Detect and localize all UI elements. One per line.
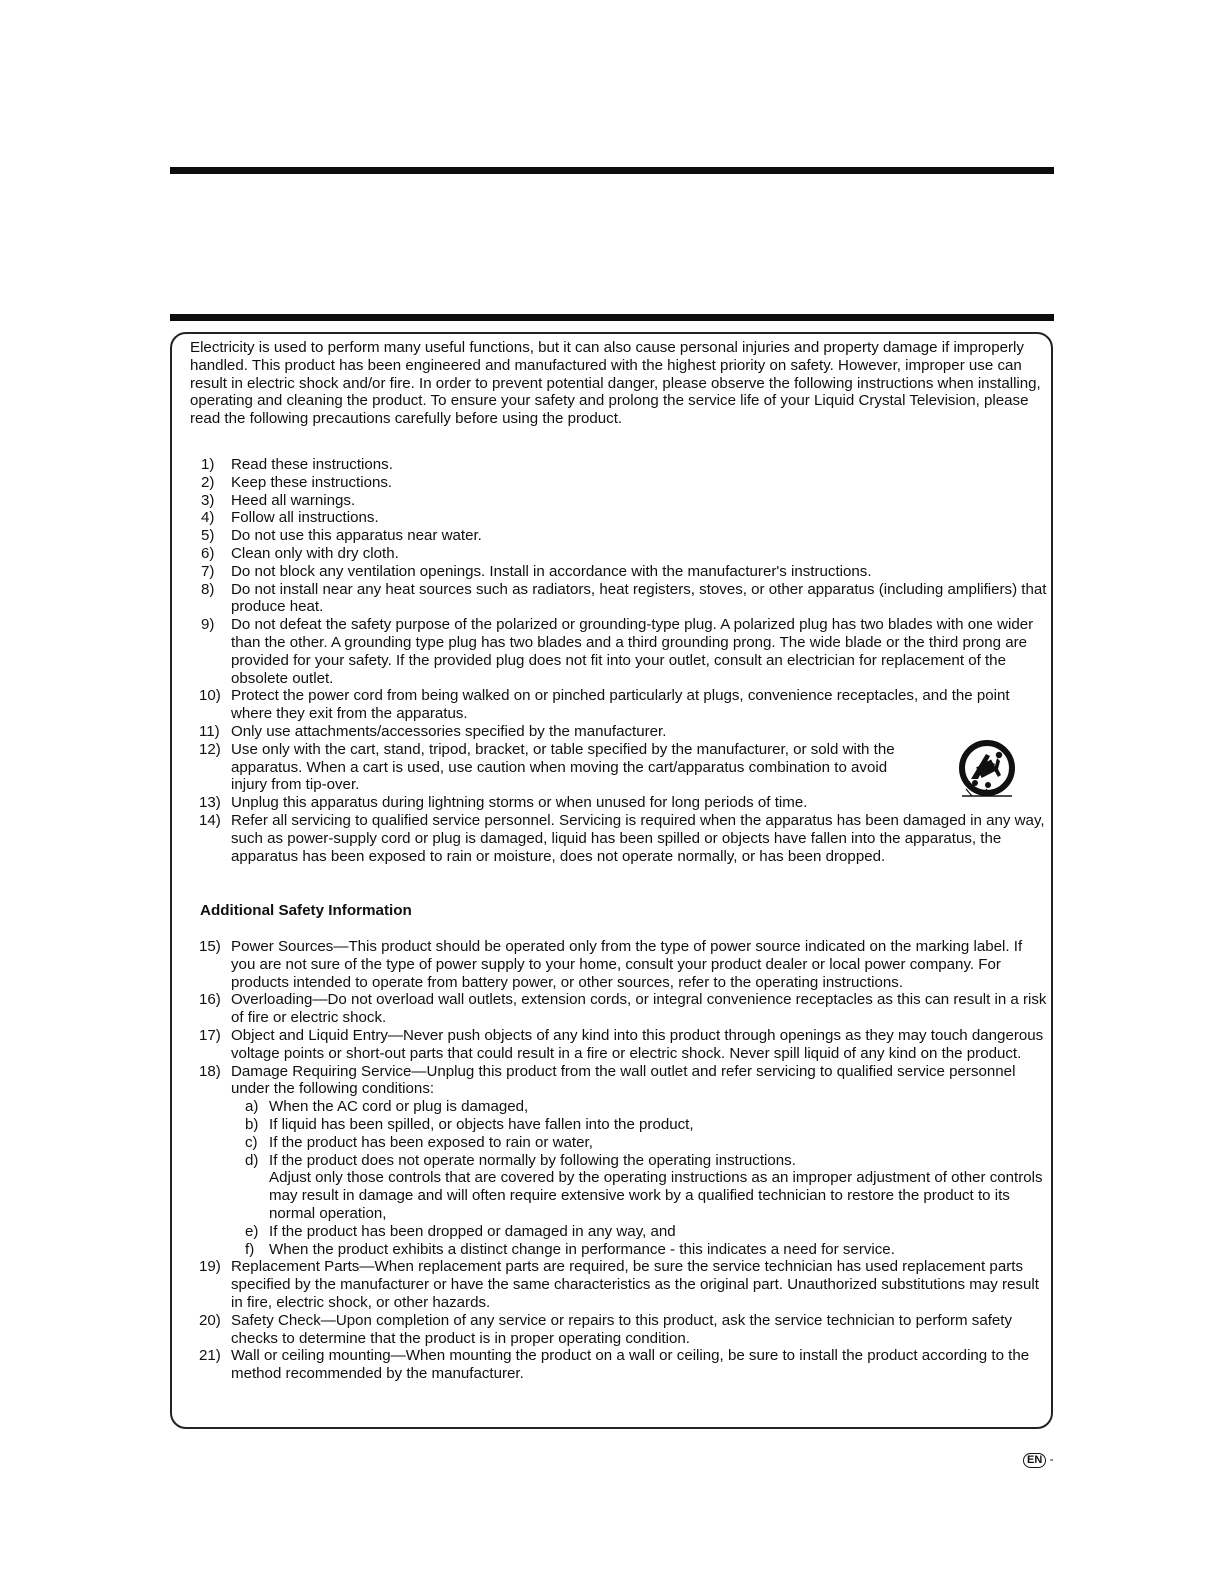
item-number: 11) — [199, 722, 220, 740]
item-number: 16) — [199, 991, 221, 1009]
item-number: 14) — [199, 811, 221, 829]
item-number: 12) — [199, 740, 221, 758]
list-item — [190, 723, 1050, 741]
condition-item — [231, 1116, 1050, 1134]
list-item — [190, 741, 1050, 794]
list-item — [190, 527, 1050, 545]
item-text: Safety Check—Upon completion of any service or repairs to this product, ask the service technician to perform safety checks to determine that the product is in proper operating condition. — [231, 1311, 1013, 1347]
condition-note: Adjust only those controls that are covered by the operating instructions as an improper adjustment of other controls may result in damage and will often require extensive work by a qualified technician to restore the product to its normal operation, — [269, 1169, 1043, 1222]
item-number: 1) — [201, 456, 215, 473]
page-number-separator: - — [1049, 1452, 1054, 1466]
item-text: Use only with the cart, stand, tripod, bracket, or table specified by the manufacturer, or sold with the apparatus. When a cart is used, use caution when moving the cart/apparatus combination to avoid injury from tip-over. — [231, 740, 895, 794]
list-item — [190, 563, 1050, 581]
list-item — [190, 991, 1050, 1027]
condition-letter: b) — [245, 1115, 259, 1133]
additional-safety-list — [190, 938, 1050, 1383]
cart-tip-over-warning-icon — [958, 739, 1016, 799]
condition-text: If the product has been exposed to rain or water, — [269, 1133, 593, 1151]
item-number: 20) — [199, 1311, 221, 1329]
additional-safety-heading: Additional Safety Information — [200, 902, 412, 919]
condition-letter: f) — [245, 1240, 255, 1258]
item-number: 18) — [199, 1062, 221, 1080]
list-item — [190, 1063, 1050, 1259]
page-footer — [1023, 1452, 1054, 1468]
condition-letter: a) — [245, 1098, 259, 1116]
item-number: 21) — [199, 1347, 221, 1365]
item-text: Do not use this apparatus near water. — [231, 527, 482, 545]
item-text: Protect the power cord from being walked on or pinched particularly at plugs, convenience receptacles, and the point where they exit from the apparatus. — [231, 687, 1010, 723]
item-number: 15) — [199, 938, 221, 955]
condition-letter: e) — [245, 1222, 259, 1240]
intro-paragraph: Electricity is used to perform many useful functions, but it can also cause personal injuries and property damage if improperly handled. This product has been engineered and manufactured with the highest priority on safety. However, improper use can result in electric shock and/or fire. In order to prevent potential danger, please observe the following instructions when installing, operating and cleaning the product. To ensure your safety and prolong the service life of your Liquid Crystal Television, please read the following precautions carefully before using the product. — [190, 339, 1041, 428]
condition-item — [231, 1098, 1050, 1116]
item-text: Clean only with dry cloth. — [231, 544, 399, 562]
list-item — [190, 456, 1050, 474]
list-item — [190, 1347, 1050, 1383]
item-text: Read these instructions. — [231, 456, 393, 473]
item-text: Damage Requiring Service—Unplug this product from the wall outlet and refer servicing to qualified service personnel under the following conditions: — [231, 1062, 1016, 1098]
list-item — [190, 545, 1050, 563]
top-rule — [170, 167, 1054, 174]
item-text: Object and Liquid Entry—Never push objects of any kind into this product through openings as they may touch dangerous voltage points or short-out parts that could result in a fire or electric shock. Never spill liquid of any kind on the product. — [231, 1026, 1044, 1062]
item-text: Power Sources—This product should be operated only from the type of power source indicated on the marking label. If you are not sure of the type of power supply to your home, consult your product dealer or local power company. For products intended to operate from battery power, or other sources, refer to the operating instructions. — [231, 938, 1023, 991]
item-text: Do not install near any heat sources such as radiators, heat registers, stoves, or other apparatus (including amplifiers) that produce heat. — [231, 580, 1047, 616]
item-number: 19) — [199, 1258, 221, 1276]
item-text: Keep these instructions. — [231, 473, 393, 491]
section-rule — [170, 314, 1054, 321]
instruction-list — [190, 456, 1050, 865]
condition-item — [231, 1241, 1050, 1259]
condition-item — [231, 1134, 1050, 1152]
item-number: 10) — [199, 687, 221, 705]
list-item — [190, 938, 1050, 991]
item-number: 2) — [201, 473, 215, 491]
list-item — [190, 581, 1050, 617]
condition-text: If the product does not operate normally by following the operating instructions. — [269, 1151, 796, 1169]
condition-text: If liquid has been spilled, or objects have fallen into the product, — [269, 1115, 694, 1133]
condition-item — [231, 1223, 1050, 1241]
item-text: Do not defeat the safety purpose of the polarized or grounding-type plug. A polarized plug has two blades with one wider than the other. A grounding type plug has two blades and a third grounding prong. The wide blade or the third prong are provided for your safety. If the provided plug does not fit into your outlet, consult an electrician for replacement of the obsolete outlet. — [231, 616, 1034, 687]
item-number: 5) — [201, 527, 215, 545]
language-badge: EN — [1023, 1453, 1046, 1468]
item-text: Heed all warnings. — [231, 491, 356, 509]
list-item — [190, 687, 1050, 723]
condition-text: When the AC cord or plug is damaged, — [269, 1098, 529, 1116]
item-number: 3) — [201, 491, 215, 509]
condition-letter: c) — [245, 1133, 258, 1151]
condition-text: When the product exhibits a distinct change in performance - this indicates a need for service. — [269, 1240, 895, 1258]
condition-letter: d) — [245, 1151, 259, 1169]
condition-item — [231, 1152, 1050, 1223]
list-item — [190, 812, 1050, 865]
item-number: 4) — [201, 509, 215, 527]
item-number: 17) — [199, 1026, 221, 1044]
service-conditions-list — [231, 1098, 1050, 1258]
item-text: Only use attachments/accessories specified by the manufacturer. — [231, 722, 667, 740]
list-item — [190, 794, 1050, 812]
item-text: Follow all instructions. — [231, 509, 379, 527]
list-item — [190, 474, 1050, 492]
condition-text: If the product has been dropped or damaged in any way, and — [269, 1222, 676, 1240]
item-number: 13) — [199, 794, 221, 812]
list-item — [190, 1258, 1050, 1311]
list-item — [190, 509, 1050, 527]
item-text: Unplug this apparatus during lightning storms or when unused for long periods of time. — [231, 794, 808, 812]
item-text: Overloading—Do not overload wall outlets, extension cords, or integral convenience receptacles as this can result in a risk of fire or electric shock. — [231, 991, 1047, 1027]
item-text: Refer all servicing to qualified service personnel. Servicing is required when the apparatus has been damaged in any way, such as power-supply cord or plug is damaged, liquid has been spilled or objects have fallen into the apparatus, the apparatus has been exposed to rain or moisture, does not operate normally, or has been dropped. — [231, 811, 1045, 865]
list-item — [190, 616, 1050, 687]
item-number: 8) — [201, 580, 215, 598]
item-text: Replacement Parts—When replacement parts are required, be sure the service technician has used replacement parts specified by the manufacturer or have the same characteristics as the original part. Unauthorized substitutions may result in fire, electric shock, or other hazards. — [231, 1258, 1039, 1311]
list-item — [190, 1027, 1050, 1063]
item-text: Wall or ceiling mounting—When mounting the product on a wall or ceiling, be sure to install the product according to the method recommended by the manufacturer. — [231, 1347, 1030, 1383]
item-number: 6) — [201, 544, 215, 562]
list-item — [190, 1312, 1050, 1348]
item-number: 9) — [201, 616, 215, 634]
list-item — [190, 492, 1050, 510]
item-text: Do not block any ventilation openings. Install in accordance with the manufacturer's instructions. — [231, 562, 872, 580]
item-number: 7) — [201, 562, 215, 580]
